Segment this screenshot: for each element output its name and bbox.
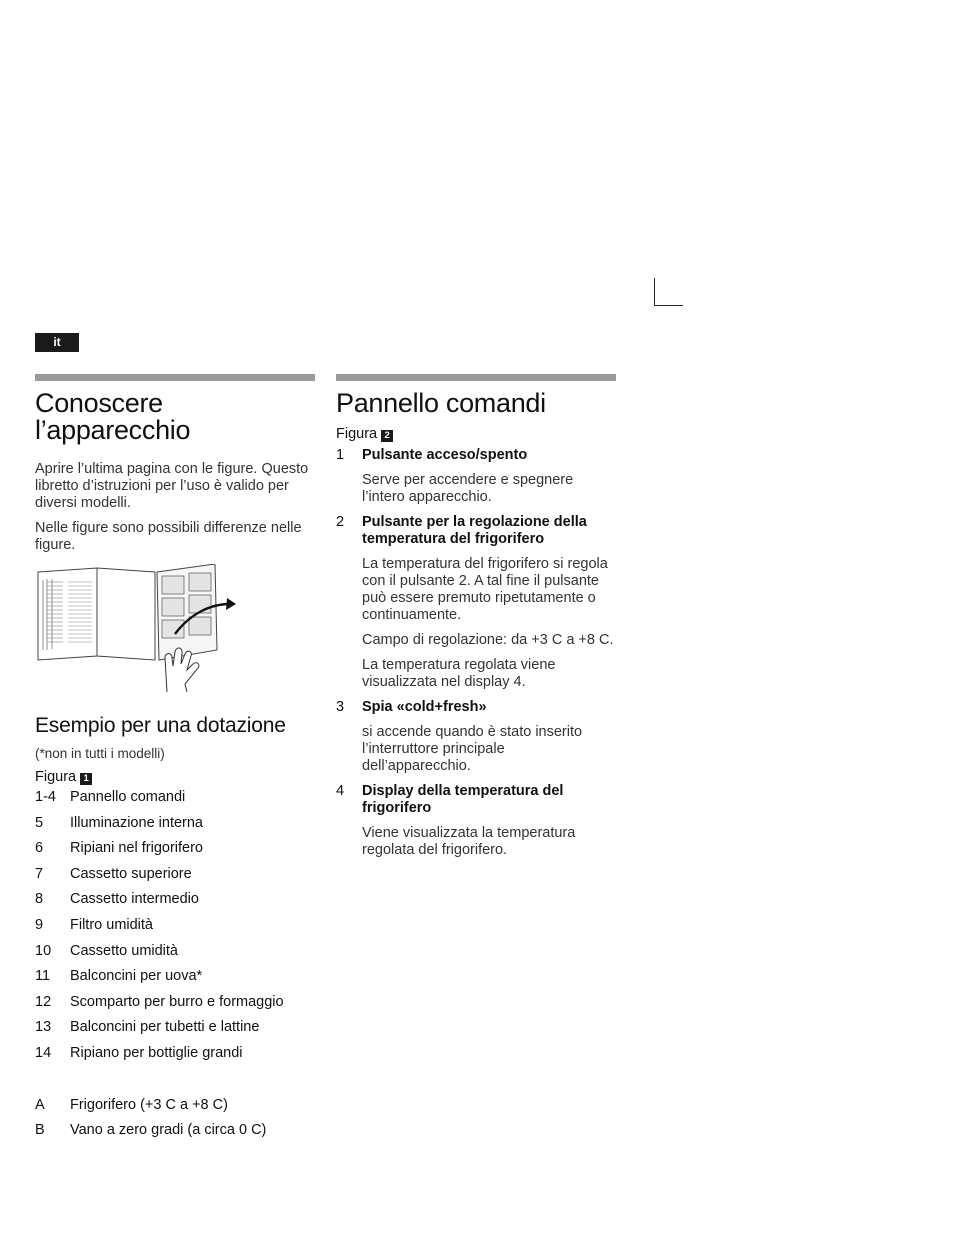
item-text: Pannello comandi — [70, 789, 186, 805]
figure-label: Figura — [336, 426, 378, 442]
section-title: Pannello comandi — [336, 388, 546, 418]
item-text: Ripiano per bottiglie grandi — [70, 1044, 243, 1061]
item-number: 2 — [336, 514, 345, 530]
list-item — [35, 1045, 315, 1071]
item-number: 11 — [35, 968, 51, 985]
right-column — [336, 374, 616, 867]
control-item — [336, 447, 616, 506]
item-number: 5 — [35, 814, 44, 831]
list-item — [35, 1122, 315, 1148]
list-item — [35, 866, 315, 892]
list-item — [35, 840, 315, 866]
item-description: Serve per accendere e spegnere l’intero apparecchio. — [362, 472, 574, 505]
list-item — [35, 968, 315, 994]
item-number: 7 — [35, 865, 44, 882]
list-item — [35, 789, 315, 815]
language-badge: it — [35, 333, 79, 352]
list-item — [35, 891, 315, 917]
item-description: Campo di regolazione: da +3 C a +8 C. — [362, 632, 614, 648]
item-title: Spia «cold+fresh» — [362, 699, 487, 715]
figure-reference — [35, 769, 315, 785]
item-text: Ripiani nel frigorifero — [70, 840, 203, 857]
item-letter: B — [35, 1122, 45, 1139]
item-description: La temperatura regolata viene visualizzata nel display 4. — [362, 657, 556, 690]
item-title: Pulsante acceso/spento — [362, 447, 528, 463]
control-item — [336, 699, 616, 775]
item-number: 1-4 — [35, 789, 56, 805]
item-number: 14 — [35, 1044, 52, 1061]
item-text: Filtro umidità — [70, 916, 153, 933]
item-letter: A — [35, 1096, 45, 1113]
item-text: Balconcini per tubetti e lattine — [70, 1019, 260, 1036]
item-text: Cassetto superiore — [70, 865, 192, 882]
item-text: Balconcini per uova* — [70, 968, 203, 985]
item-description: si accende quando è stato inserito l’interruttore principale dell’apparecchio. — [362, 724, 583, 774]
control-item — [336, 783, 616, 859]
item-text: Scomparto per burro e formaggio — [70, 993, 284, 1010]
section-title: Conoscere l’apparecchio — [35, 388, 191, 445]
intro-paragraph: Nelle figure sono possibili differenze nelle figure. — [35, 520, 302, 553]
item-title: Display della temperatura del frigorifero — [362, 783, 564, 816]
list-item — [35, 1019, 315, 1045]
manual-fold-out-illustration — [35, 564, 240, 694]
list-item — [35, 994, 315, 1020]
list-item — [35, 917, 315, 943]
section-rule — [35, 374, 315, 381]
models-note: (*non in tutti i modelli) — [35, 746, 165, 761]
component-list — [35, 789, 315, 1071]
item-number: 12 — [35, 993, 52, 1010]
item-text: Illuminazione interna — [70, 814, 203, 831]
item-number: 1 — [336, 447, 345, 463]
item-description: La temperatura del frigorifero si regola con il pulsante 2. A tal fine il pulsante può essere premuto ripetutamente o continuamente. — [362, 556, 608, 623]
zone-list — [35, 1097, 315, 1148]
item-text: Vano a zero gradi (a circa 0 C) — [70, 1122, 267, 1139]
item-number: 10 — [35, 942, 52, 959]
item-number: 3 — [336, 699, 345, 715]
list-item — [35, 1097, 315, 1123]
control-item — [336, 514, 616, 691]
item-number: 13 — [35, 1019, 52, 1036]
item-description: Viene visualizzata la temperatura regolata del frigorifero. — [362, 825, 576, 858]
list-item — [35, 815, 315, 841]
crop-mark — [654, 278, 683, 306]
item-text: Frigorifero (+3 C a +8 C) — [70, 1096, 228, 1113]
left-column — [35, 374, 315, 1148]
subsection-title: Esempio per una dotazione — [35, 714, 286, 737]
item-text: Cassetto umidità — [70, 942, 178, 959]
item-number: 6 — [35, 840, 44, 857]
figure-label: Figura — [35, 769, 77, 785]
figure-reference — [336, 426, 616, 442]
item-text: Cassetto intermedio — [70, 891, 199, 908]
section-rule — [336, 374, 616, 381]
item-number: 8 — [35, 891, 44, 908]
item-number: 9 — [35, 916, 44, 933]
intro-paragraph: Aprire l’ultima pagina con le figure. Questo libretto d’istruzioni per l’uso è valido per diversi modelli. — [35, 461, 309, 511]
figure-number-badge: 1 — [80, 773, 92, 785]
item-number: 4 — [336, 783, 345, 799]
figure-number-badge: 2 — [381, 430, 393, 442]
item-title: Pulsante per la regolazione della temperatura del frigorifero — [362, 514, 587, 547]
list-item — [35, 943, 315, 969]
